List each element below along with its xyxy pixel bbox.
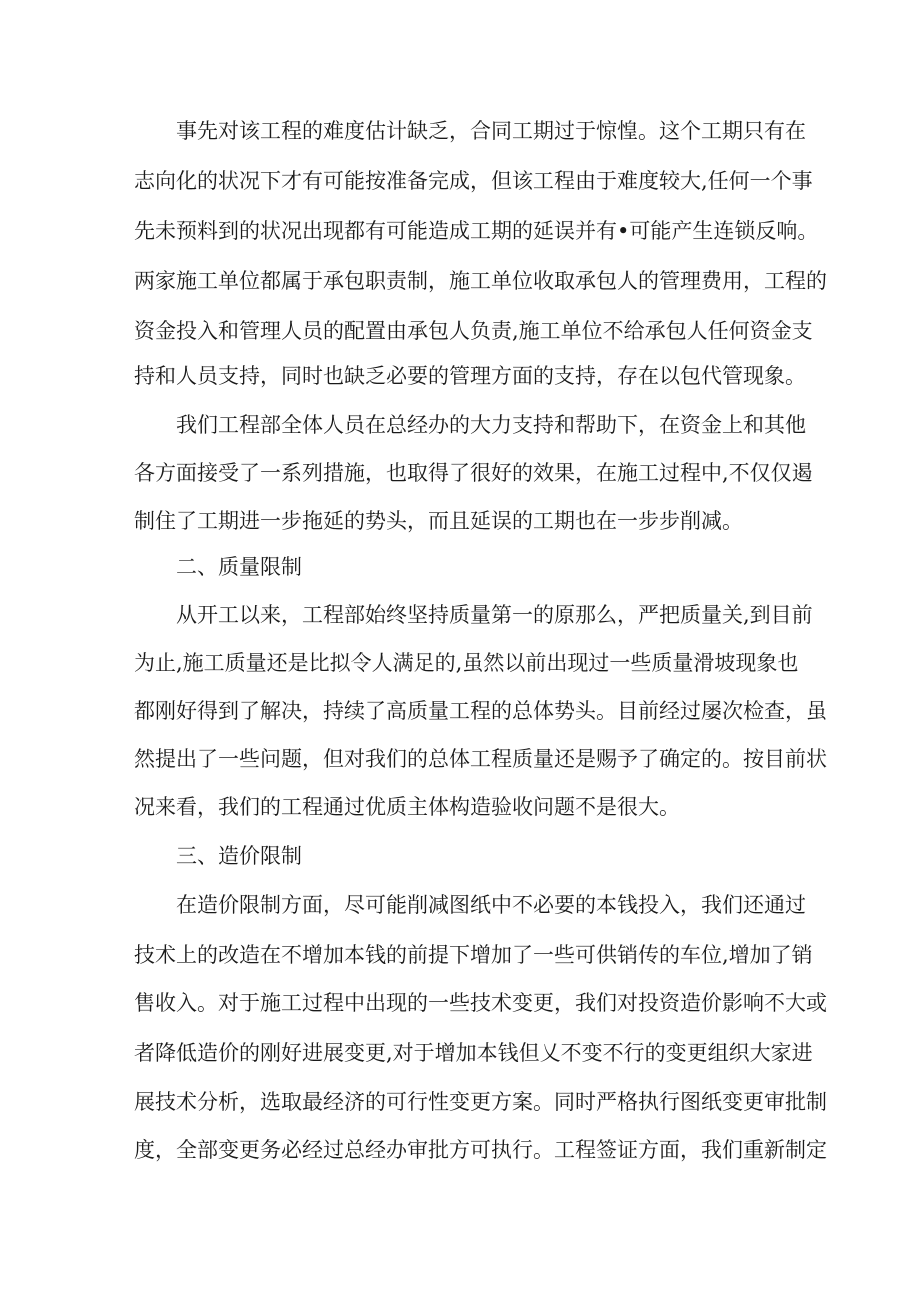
paragraph-3-line-1: 从开工以来，工程部始终坚持质量第一的原那么，严把质量关,到目前 bbox=[176, 603, 813, 627]
paragraph-2-line-1: 我们工程部全体人员在总经办的大力支持和帮助下，在资金上和其他 bbox=[176, 413, 806, 437]
paragraph-4-line-4: 者降低造价的刚好进展变更,对于增加本钱但乂不变不行的变更组织大家进 bbox=[134, 1041, 813, 1065]
paragraph-3-line-4: 然提出了一些问题，但对我们的总体工程质量还是赐予了确定的。按目前状 bbox=[134, 747, 827, 771]
paragraph-4-line-6: 度，全部变更务必经过总经办审批方可执行。工程签证方面，我们重新制定 bbox=[134, 1138, 827, 1162]
paragraph-1-line-3: 先未预料到的状况出现都有可能造成工期的延误并有•可能产生连锁反响。 bbox=[134, 219, 819, 243]
paragraph-4-line-5: 展技术分析，选取最经济的可行性变更方案。同时严格执行图纸变更审批制 bbox=[134, 1090, 827, 1114]
paragraph-2-line-2: 各方面接受了一系列措施，也取得了很好的效果，在施工过程中,不仅仅遏 bbox=[134, 461, 813, 485]
paragraph-2-line-3: 制住了工期进一步拖延的势头，而且延误的工期也在一步步削减。 bbox=[134, 509, 743, 533]
paragraph-4-line-3: 售收入。对于施工过程中出现的一些技术变更，我们对投资造价影响不大或 bbox=[134, 991, 827, 1015]
paragraph-3-line-5: 况来看，我们的工程通过优质主体构造验收问题不是很大。 bbox=[134, 795, 680, 819]
section-heading-cost: 三、造价限制 bbox=[176, 844, 302, 868]
paragraph-1-line-5: 资金投入和管理人员的配置由承包人负责,施工单位不给承包人任何资金支 bbox=[134, 319, 813, 343]
paragraph-1-line-1: 事先对该工程的难度估计缺乏，合同工期过于惊惶。这个工期只有在 bbox=[176, 119, 806, 143]
paragraph-4-line-1: 在造价限制方面，尽可能削减图纸中不必要的本钱投入，我们还通过 bbox=[176, 893, 806, 917]
paragraph-1-line-2: 志向化的状况下才有可能按准备完成，但该工程由于难度较大,任何一个事 bbox=[134, 169, 813, 193]
paragraph-1-line-6: 持和人员支持，同时也缺乏必要的管理方面的支持，存在以包代管现象。 bbox=[134, 364, 806, 388]
paragraph-1-line-4: 两家施工单位都属于承包职责制，施工单位收取承包人的管理费用，工程的 bbox=[134, 269, 827, 293]
paragraph-3-line-3: 都刚好得到了解决，持续了高质量工程的总体势头。目前经过屡次检查，虽 bbox=[134, 699, 827, 723]
paragraph-4-line-2: 技术上的改造在不增加本钱的前提下增加了一些可供销传的车位,增加了销 bbox=[134, 943, 813, 967]
section-heading-quality: 二、质量限制 bbox=[176, 555, 302, 579]
paragraph-3-line-2: 为止,施工质量还是比拟令人满足的,虽然以前出现过一些质量滑坡现象也 bbox=[134, 651, 799, 675]
